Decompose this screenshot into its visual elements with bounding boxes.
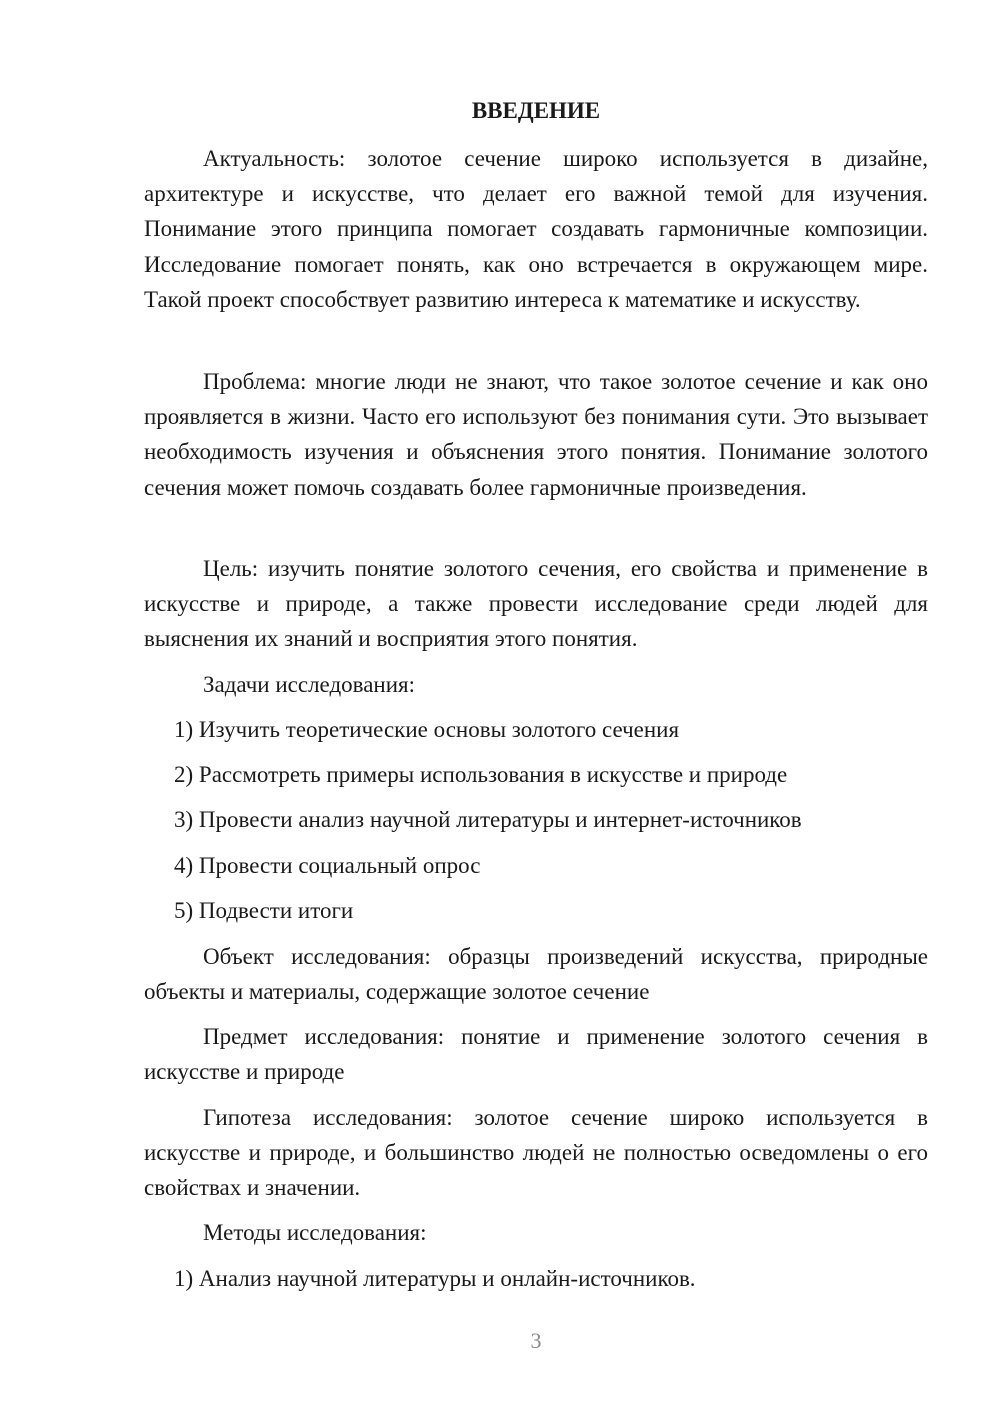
paragraph-subject: Предмет исследования: понятие и применение золотого сечения в искусстве и природе [144, 1024, 928, 1085]
paragraph-hypothesis: Гипотеза исследования: золотое сечение широко используется в искусстве и природе, и большинство людей не полностью осведомлены о его свойствах и значении. [144, 1105, 928, 1201]
methods-heading: Методы исследования: [203, 1220, 427, 1245]
paragraph-goal: Цель: изучить понятие золотого сечения, его свойства и применение в искусстве и природе, а также провести исследование среди людей для выяснения их знаний и восприятия этого понятия. [144, 556, 928, 652]
list-item: 3) Провести анализ научной литературы и интернет-источников [174, 807, 802, 832]
paragraph-relevance: Актуальность: золотое сечение широко используется в дизайне, архитектуре и искусстве, что делает его важной темой для изучения. Понимание этого принципа помогает создавать гармоничные композиции. Исследование помогает понять, как оно встречается в окружающем мире. Такой проект способствует развитию интереса к математике и искусству. [144, 146, 928, 312]
list-item: 5) Подвести итоги [174, 898, 354, 923]
paragraph-object: Объект исследования: образцы произведений искусства, природные объекты и материалы, содержащие золотое сечение [144, 944, 928, 1005]
page-title: ВВЕДЕНИЕ [471, 98, 601, 123]
paragraph-problem: Проблема: многие люди не знают, что такое золотое сечение и как оно проявляется в жизни. Часто его используют без понимания сути. Это вызывает необходимость изучения и объяснения этого понятия. Понимание золотого сечения может помочь создавать более гармоничные произведения. [144, 369, 928, 500]
tasks-heading: Задачи исследования: [203, 672, 416, 697]
list-item: 2) Рассмотреть примеры использования в искусстве и природе [174, 762, 788, 787]
list-item: 4) Провести социальный опрос [174, 853, 481, 878]
list-item: 1) Изучить теоретические основы золотого сечения [174, 717, 680, 742]
page-number: 3 [530, 1328, 542, 1353]
list-item: 1) Анализ научной литературы и онлайн-источников. [174, 1266, 696, 1291]
